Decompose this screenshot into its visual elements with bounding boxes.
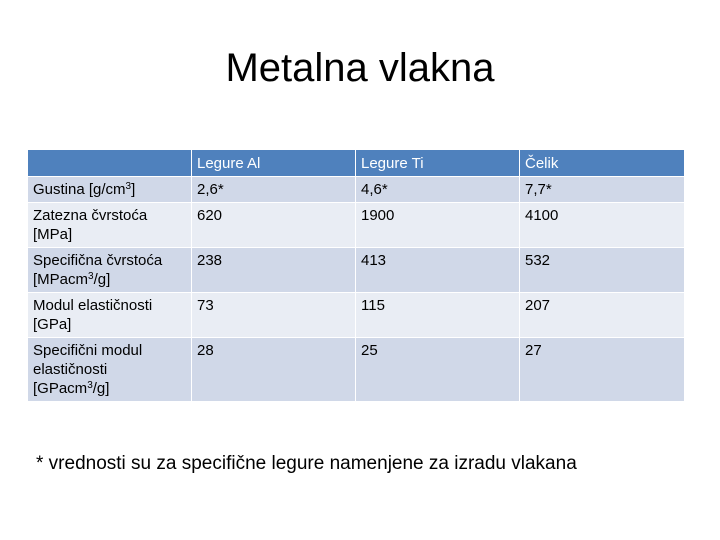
table-cell: 532	[520, 248, 685, 293]
row-label: Gustina $[g/cm^3]$	[28, 177, 192, 203]
row-label: Modul elastičnosti [GPa]	[28, 293, 192, 338]
slide-title: Metalna vlakna	[225, 46, 495, 90]
table-cell: 25	[356, 338, 520, 402]
table-cell: 413	[356, 248, 520, 293]
table-cell: 4,6*	[356, 177, 520, 203]
row-label: Specifična čvrstoća [MPacm$^3$/g]	[28, 248, 192, 293]
table-cell: 620	[192, 203, 356, 248]
header-corner-cell	[28, 150, 192, 177]
header-legure-ti: Legure Ti	[356, 150, 520, 177]
table-cell: 73	[192, 293, 356, 338]
table-cell: 238	[192, 248, 356, 293]
table-cell: 4100	[520, 203, 685, 248]
header-celik: Čelik	[520, 150, 685, 177]
properties-table	[27, 149, 685, 402]
header-legure-al: Legure Al	[192, 150, 356, 177]
table-row-zatezna-cvrstoca	[28, 203, 685, 248]
table-cell: 115	[356, 293, 520, 338]
table-row-specificna-cvrstoca	[28, 248, 685, 293]
table-cell: 28	[192, 338, 356, 402]
table-row-modul-elasticnosti	[28, 293, 685, 338]
table-cell: 7,7*	[520, 177, 685, 203]
table-cell: 2,6*	[192, 177, 356, 203]
table-row-specificni-modul	[28, 338, 685, 402]
table-row-gustina	[28, 177, 685, 203]
row-label: Zatezna čvrstoća [MPa]	[28, 203, 192, 248]
footnote: * vrednosti su za specifične legure namenjene za izradu vlakana	[36, 453, 577, 474]
table-cell: 27	[520, 338, 685, 402]
table-cell: 207	[520, 293, 685, 338]
table-cell: 1900	[356, 203, 520, 248]
table-header-row	[28, 150, 685, 177]
row-label: Specifični modul elastičnosti [GPacm$^3$/g]	[28, 338, 192, 402]
